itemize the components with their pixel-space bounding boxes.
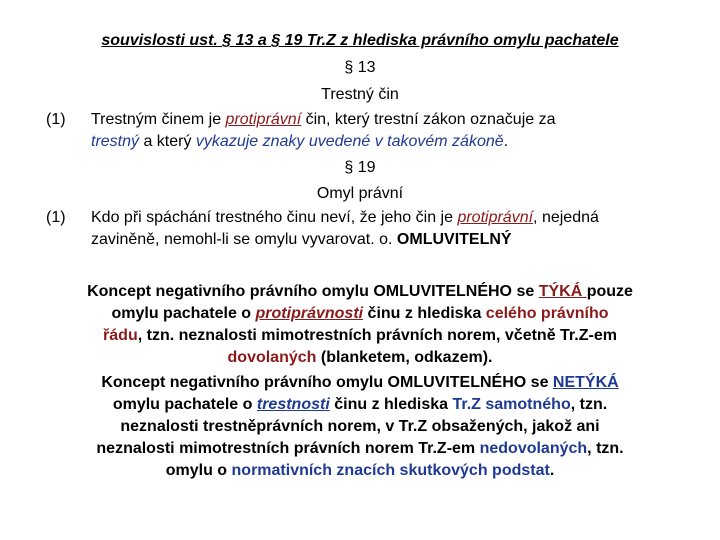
section-19-heading: § 19 <box>344 159 376 176</box>
term-protipravni: protiprávní <box>225 111 302 128</box>
concept-1-line-4 <box>0 347 720 369</box>
term-celeho-pravniho: celého právního <box>485 305 609 322</box>
term-trestnosti: trestnosti <box>256 396 330 413</box>
text-span: Koncept negativního právního omylu OMLUVITELNÉHO se <box>101 374 553 391</box>
term-protipravni: protiprávní <box>457 209 534 226</box>
text-span: (blanketem, odkazem). <box>316 349 493 366</box>
text-span: a který <box>139 133 196 150</box>
term-trestny: trestný <box>91 133 140 150</box>
section-13-text-line-2 <box>91 131 508 153</box>
term-vykazuje-znaky: vykazuje znaky uvedené v takovém zákoně <box>195 133 504 150</box>
term-netyka: NETÝKÁ <box>552 374 619 391</box>
term-nedovolanych: nedovolaných <box>479 440 588 457</box>
text-span: , tzn. <box>570 396 608 413</box>
text-span: omylu o <box>165 462 232 479</box>
text-span: Koncept negativního právního omylu OMLUVITELNÉHO se <box>87 283 539 300</box>
term-trz-samotneho: Tr.Z samotného <box>452 396 571 413</box>
term-tyka: TÝKÁ <box>538 283 587 300</box>
text-span: čin, který trestní zákon označuje za <box>301 111 556 128</box>
concept-2-line-1 <box>0 372 720 394</box>
term-normativnich-znacich: normativních znacích skutkových podstat <box>231 462 550 479</box>
term-protipravnosti: protiprávnosti <box>255 305 364 322</box>
text-span: Kdo při spáchání trestného činu neví, že jeho čin je <box>91 209 458 226</box>
concept-2-line-4 <box>0 438 720 460</box>
text-span: omylu pachatele o <box>111 305 256 322</box>
section-19-text-line-1 <box>91 207 599 229</box>
section-19-name: Omyl právní <box>316 185 404 202</box>
text-span: . <box>549 462 555 479</box>
term-dovolanych: dovolaných <box>227 349 317 366</box>
concept-2-line-5 <box>0 460 720 482</box>
concept-1-line-1 <box>0 281 720 303</box>
section-19-paragraph-number: (1) <box>46 209 66 226</box>
term-omluvitelny: OMLUVITELNÝ <box>396 231 512 248</box>
section-13-text-line-1 <box>91 109 555 131</box>
section-13-heading: § 13 <box>344 59 376 76</box>
text-span: neznalosti mimotrestních právních norem Tr.Z-em <box>96 440 480 457</box>
concept-2-line-2 <box>0 394 720 416</box>
text-span: omylu pachatele o <box>112 396 257 413</box>
text-span: . <box>503 133 509 150</box>
text-span: činu z hlediska <box>363 305 486 322</box>
text-span: pouze <box>586 283 633 300</box>
slide-title: souvislosti ust. § 13 a § 19 Tr.Z z hlediska právního omylu pachatele <box>101 32 619 49</box>
text-span: , tzn. neznalosti mimotrestních právních norem, včetně Tr.Z-em <box>137 327 617 344</box>
text-span: Trestným činem je <box>91 111 226 128</box>
section-19-text-line-2 <box>91 229 512 251</box>
concept-1-line-3 <box>0 325 720 347</box>
term-radu: řádu <box>103 327 138 344</box>
section-13-paragraph-number: (1) <box>46 111 66 128</box>
text-span: zaviněně, nemohl-li se omylu vyvarovat. o. <box>91 231 397 248</box>
text-span: činu z hlediska <box>329 396 453 413</box>
text-span: , tzn. <box>587 440 624 457</box>
concept-1-line-2 <box>0 303 720 325</box>
section-13-name: Trestný čin <box>321 86 399 103</box>
text-span: , nejedná <box>533 209 599 226</box>
concept-2-line-3: neznalosti trestněprávních norem, v Tr.Z obsažených, jakož ani <box>120 418 600 435</box>
